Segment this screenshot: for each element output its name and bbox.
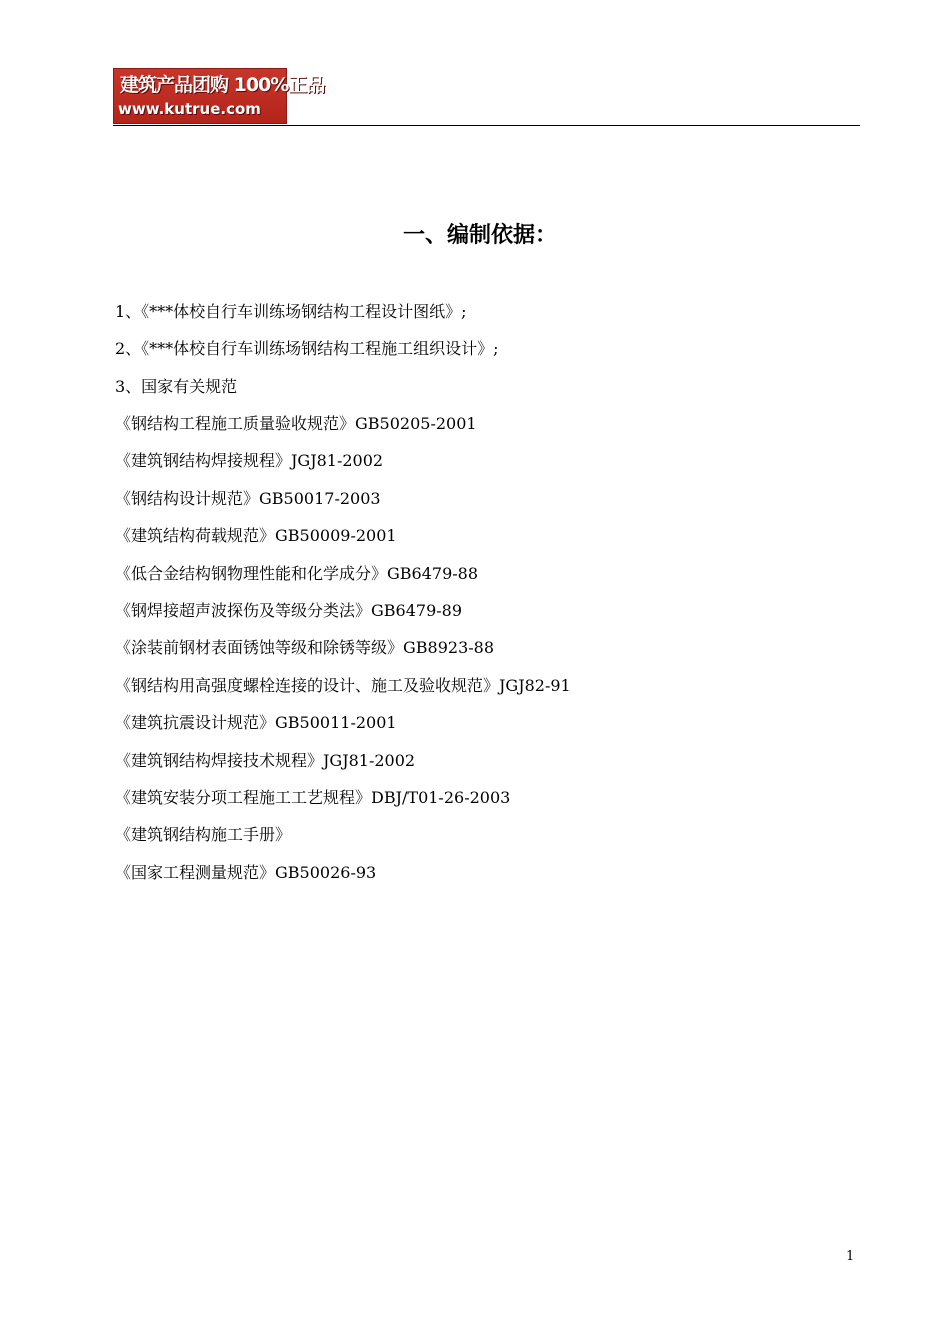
page-number: 1	[846, 1249, 855, 1264]
site-logo	[113, 68, 325, 124]
standard-item: 《钢结构设计规范》GB50017-2003	[115, 488, 381, 508]
standard-item: 《国家工程测量规范》GB50026-93	[115, 862, 377, 882]
standard-item: 《涂装前钢材表面锈蚀等级和除锈等级》GB8923-88	[115, 638, 495, 658]
standards-list	[115, 405, 855, 891]
standard-item: 《钢焊接超声波探伤及等级分类法》GB6479-89	[115, 600, 463, 620]
logo-slogan: 建筑产品团购 100%正品	[120, 74, 325, 96]
logo-url: www.kutrue.com	[118, 100, 261, 118]
header-divider	[113, 125, 860, 126]
standard-item: 《建筑结构荷载规范》GB50009-2001	[115, 526, 397, 546]
standard-item: 《钢结构工程施工质量验收规范》GB50205-2001	[115, 414, 477, 433]
standard-item: 《建筑钢结构施工手册》	[115, 825, 292, 845]
basis-item: 3、国家有关规范	[115, 376, 238, 396]
standard-item: 《建筑安装分项工程施工工艺规程》DBJ/T01-26-2003	[115, 787, 511, 807]
standard-item: 《建筑抗震设计规范》GB50011-2001	[115, 713, 397, 733]
section-heading: 一、编制依据：	[402, 223, 557, 248]
standard-item: 《钢结构用高强度螺栓连接的设计、施工及验收规范》JGJ82-91	[115, 675, 571, 695]
basis-item: 2、《***体校自行车训练场钢结构工程施工组织设计》;	[115, 339, 499, 359]
standard-item: 《建筑钢结构焊接技术规程》JGJ81-2002	[115, 750, 416, 770]
standard-item: 《建筑钢结构焊接规程》JGJ81-2002	[115, 451, 384, 471]
basis-list	[115, 293, 855, 405]
standard-item: 《低合金结构钢物理性能和化学成分》GB6479-88	[115, 563, 479, 583]
basis-item: 1、《***体校自行车训练场钢结构工程设计图纸》;	[115, 302, 467, 321]
